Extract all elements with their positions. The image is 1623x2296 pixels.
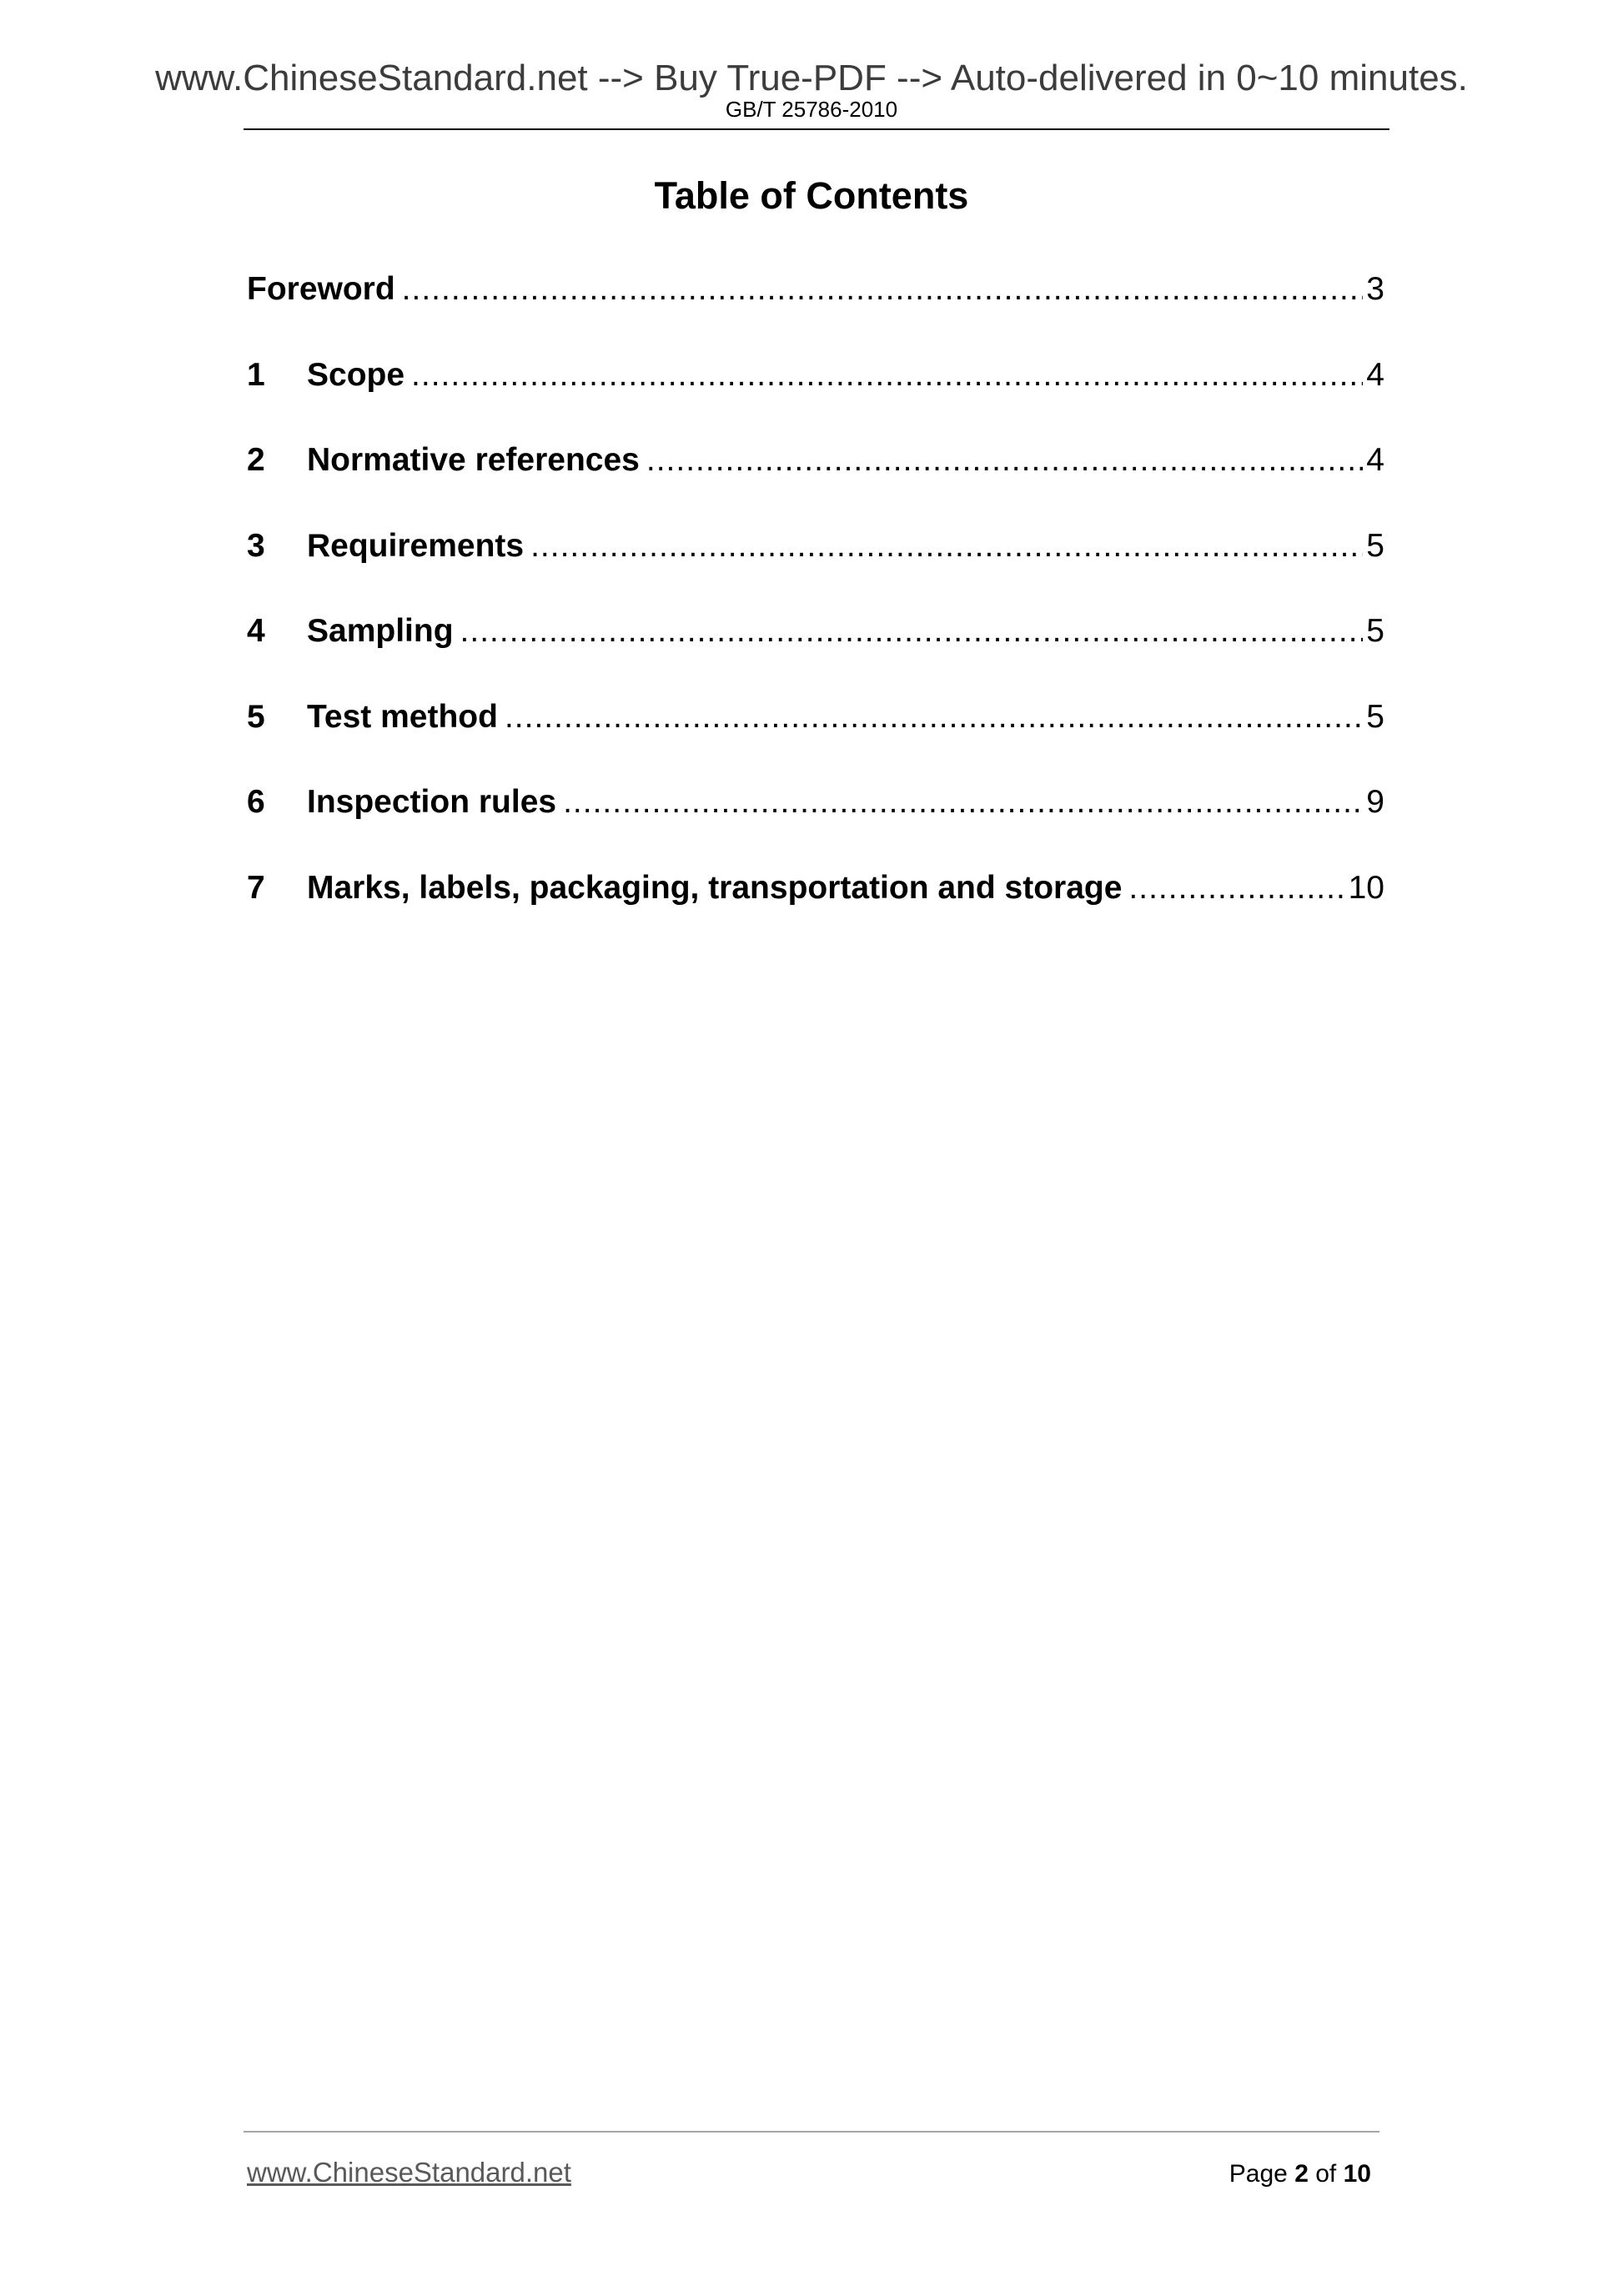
toc-entry-label: Foreword xyxy=(247,271,395,307)
toc-entry-page: 5 xyxy=(1366,698,1384,735)
toc-entry-page: 10 xyxy=(1348,869,1384,906)
toc-entry-requirements[interactable] xyxy=(247,527,1384,615)
toc-entry-test-method[interactable] xyxy=(247,698,1384,786)
toc-leader-dots xyxy=(530,530,1363,562)
toc-entry-number: 5 xyxy=(247,698,265,735)
site-banner: www.ChineseStandard.net --> Buy True-PDF --> Auto-delivered in 0~10 minutes. xyxy=(155,58,1468,98)
table-of-contents xyxy=(247,273,1384,957)
footer-divider xyxy=(244,2131,1379,2133)
toc-entry-page: 4 xyxy=(1366,442,1384,478)
toc-entry-label: Inspection rules xyxy=(307,784,557,820)
footer-site-link[interactable]: www.ChineseStandard.net xyxy=(247,2157,571,2188)
current-page: 2 xyxy=(1294,2160,1309,2188)
toc-entry-label: Test method xyxy=(307,698,498,735)
toc-entry-label: Requirements xyxy=(307,527,525,564)
toc-leader-dots xyxy=(1128,872,1344,904)
of-word: of xyxy=(1315,2160,1337,2188)
toc-leader-dots xyxy=(563,786,1363,818)
toc-entry-page: 9 xyxy=(1366,784,1384,820)
toc-leader-dots xyxy=(402,273,1364,305)
total-pages: 10 xyxy=(1343,2160,1371,2188)
toc-title: Table of Contents xyxy=(654,174,969,217)
toc-entry-inspection-rules[interactable] xyxy=(247,786,1384,872)
toc-entry-label: Sampling xyxy=(307,613,454,649)
toc-entry-page: 3 xyxy=(1366,271,1384,307)
page-word: Page xyxy=(1229,2160,1288,2188)
toc-entry-sampling[interactable] xyxy=(247,615,1384,701)
toc-entry-label: Marks, labels, packaging, transportation and storage xyxy=(307,869,1123,906)
toc-entry-marks-labels-packaging[interactable] xyxy=(247,869,1384,957)
toc-entry-foreword[interactable] xyxy=(247,273,1384,359)
document-code: GB/T 25786-2010 xyxy=(725,97,898,122)
toc-entry-number: 7 xyxy=(247,869,265,906)
toc-entry-number: 3 xyxy=(247,527,265,564)
toc-entry-scope[interactable] xyxy=(247,356,1384,445)
toc-entry-number: 1 xyxy=(247,356,265,393)
toc-leader-dots xyxy=(460,615,1364,647)
page-number xyxy=(1229,2162,1371,2187)
toc-entry-label: Scope xyxy=(307,356,405,393)
toc-leader-dots xyxy=(646,444,1363,476)
toc-entry-normative-references[interactable] xyxy=(247,444,1384,530)
toc-entry-label: Normative references xyxy=(307,442,640,478)
toc-entry-number: 6 xyxy=(247,784,265,820)
toc-entry-page: 5 xyxy=(1366,527,1384,564)
header-divider xyxy=(244,128,1389,130)
toc-entry-page: 5 xyxy=(1366,613,1384,649)
toc-leader-dots xyxy=(411,359,1363,391)
toc-leader-dots xyxy=(505,701,1363,733)
toc-entry-page: 4 xyxy=(1366,356,1384,393)
toc-entry-number: 2 xyxy=(247,442,265,478)
toc-entry-number: 4 xyxy=(247,613,265,649)
